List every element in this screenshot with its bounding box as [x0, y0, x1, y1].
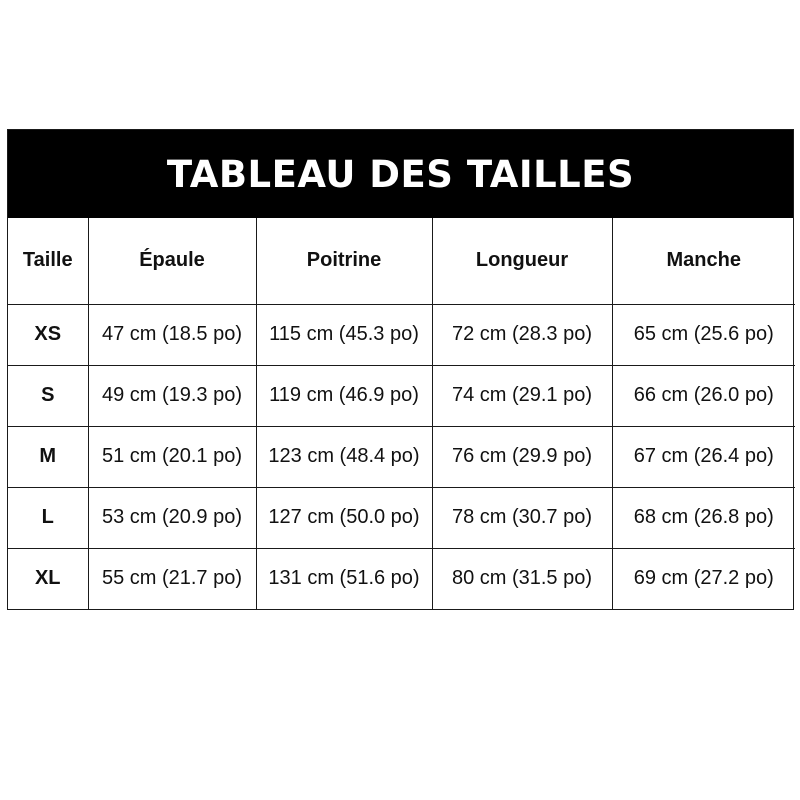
epaule-cell: 51 cm (20.1 po) [88, 426, 256, 487]
table-row [8, 487, 795, 548]
chart-title: TABLEAU DES TAILLES [166, 152, 635, 196]
header-poitrine: Poitrine [256, 218, 432, 304]
longueur-cell: 74 cm (29.1 po) [432, 365, 612, 426]
table-row [8, 304, 795, 365]
manche-cell: 65 cm (25.6 po) [612, 304, 795, 365]
title-bar [8, 130, 793, 218]
size-table [8, 218, 795, 609]
header-longueur: Longueur [432, 218, 612, 304]
header-manche: Manche [612, 218, 795, 304]
poitrine-cell: 115 cm (45.3 po) [256, 304, 432, 365]
poitrine-cell: 127 cm (50.0 po) [256, 487, 432, 548]
longueur-cell: 80 cm (31.5 po) [432, 548, 612, 609]
table-row [8, 548, 795, 609]
size-chart [7, 129, 794, 610]
epaule-cell: 55 cm (21.7 po) [88, 548, 256, 609]
size-cell: XS [8, 304, 88, 365]
manche-cell: 69 cm (27.2 po) [612, 548, 795, 609]
size-cell: S [8, 365, 88, 426]
epaule-cell: 53 cm (20.9 po) [88, 487, 256, 548]
manche-cell: 66 cm (26.0 po) [612, 365, 795, 426]
poitrine-cell: 119 cm (46.9 po) [256, 365, 432, 426]
table-row [8, 365, 795, 426]
epaule-cell: 47 cm (18.5 po) [88, 304, 256, 365]
manche-cell: 68 cm (26.8 po) [612, 487, 795, 548]
longueur-cell: 72 cm (28.3 po) [432, 304, 612, 365]
header-epaule: Épaule [88, 218, 256, 304]
longueur-cell: 78 cm (30.7 po) [432, 487, 612, 548]
manche-cell: 67 cm (26.4 po) [612, 426, 795, 487]
size-cell: L [8, 487, 88, 548]
size-cell: M [8, 426, 88, 487]
poitrine-cell: 131 cm (51.6 po) [256, 548, 432, 609]
size-cell: XL [8, 548, 88, 609]
longueur-cell: 76 cm (29.9 po) [432, 426, 612, 487]
table-row [8, 426, 795, 487]
header-row [8, 218, 795, 304]
epaule-cell: 49 cm (19.3 po) [88, 365, 256, 426]
poitrine-cell: 123 cm (48.4 po) [256, 426, 432, 487]
header-taille: Taille [8, 218, 88, 304]
